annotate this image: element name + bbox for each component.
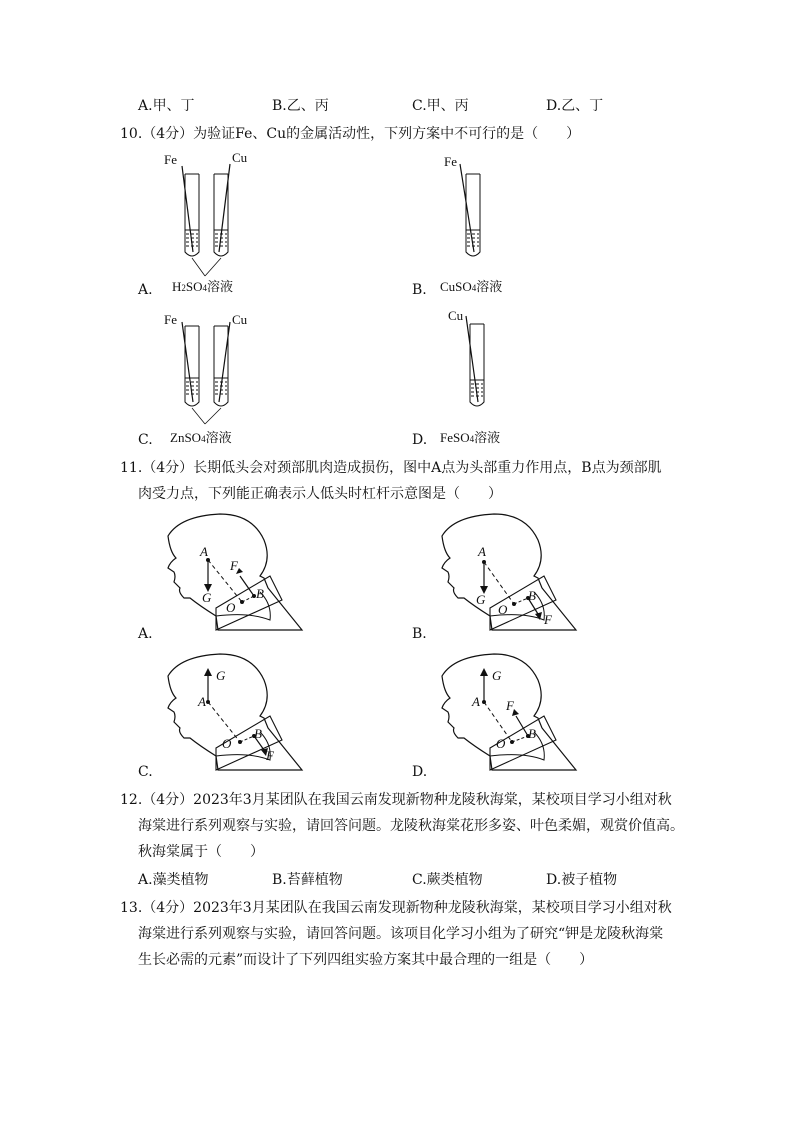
label-a: A xyxy=(478,544,486,559)
arrow-head xyxy=(204,668,212,676)
option-key: B. xyxy=(272,98,287,114)
label-b: B xyxy=(528,588,536,603)
metal-label-fe: Fe xyxy=(164,152,177,167)
label-a: A xyxy=(472,694,480,709)
option-key: A. xyxy=(138,98,153,114)
formula: FeSO xyxy=(440,430,470,445)
metal-strip-fe xyxy=(182,166,193,252)
formula-sub: 4 xyxy=(202,283,208,293)
option-text: 乙、丁 xyxy=(561,98,604,114)
q10-figure-b xyxy=(440,150,510,270)
option-key: D. xyxy=(546,872,562,888)
q12-stem-line1: 12.（4分）2023年3月某团队在我国云南发现新物种龙陵秋海棠，某校项目学习小组对秋 xyxy=(120,792,672,808)
formula-sub: 4 xyxy=(471,283,477,293)
q10-stem: 10.（4分）为验证Fe、Cu的金属活动性，下列方案中不可行的是（ ） xyxy=(120,126,581,142)
formula-sub: 2 xyxy=(181,283,186,293)
option-text: 乙、丙 xyxy=(286,98,329,114)
label-f: F xyxy=(266,748,274,763)
formula: SO xyxy=(185,279,203,294)
q13-stem-line2: 海棠进行系列观察与实验，请回答问题。该项目化学习小组为了研究“钾是龙陵秋海棠 xyxy=(138,926,664,942)
q12-stem-line2: 海棠进行系列观察与实验，请回答问题。龙陵秋海棠花形多姿、叶色柔媚，观赏价值高。 xyxy=(138,818,684,834)
option-key: D. xyxy=(546,98,562,114)
metal-label-cu: Cu xyxy=(232,312,248,327)
q13-stem-line1: 13.（4分）2023年3月某团队在我国云南发现新物种龙陵秋海棠，某校项目学习小组对秋 xyxy=(120,900,672,916)
label-g: G xyxy=(476,592,486,607)
q10-option-b-key: B. xyxy=(412,282,427,298)
label-a: A xyxy=(200,544,208,559)
option-text: 蕨类植物 xyxy=(426,872,483,888)
q11-option-b-key: B. xyxy=(412,626,427,642)
solution-word: 溶液 xyxy=(207,279,234,294)
q11-figure-c xyxy=(160,652,310,776)
label-g: G xyxy=(492,668,502,683)
label-o: O xyxy=(496,736,506,751)
label-b: B xyxy=(254,726,262,741)
solution-word: 溶液 xyxy=(476,279,503,294)
label-b: B xyxy=(528,726,536,741)
label-f: F xyxy=(506,698,514,713)
lever-arm-dashed xyxy=(512,736,528,742)
q11-figure-d xyxy=(434,652,584,776)
formula: ZnSO xyxy=(170,430,202,445)
q11-option-c-key: C. xyxy=(138,764,153,780)
formula: CuSO xyxy=(440,279,472,294)
lever-arm-dashed xyxy=(242,596,254,602)
solution-word: 溶液 xyxy=(205,430,232,445)
pointer-line xyxy=(205,258,221,276)
head-outline xyxy=(442,514,576,630)
formula-sub: 4 xyxy=(201,434,206,444)
q10-option-a-key: A. xyxy=(138,282,153,298)
q10-option-c-key: C. xyxy=(138,432,153,448)
pointer-line xyxy=(205,408,221,424)
option-key: B. xyxy=(272,872,287,888)
label-b: B xyxy=(256,586,264,601)
option-key: A. xyxy=(138,872,153,888)
q12-option-c xyxy=(412,870,483,890)
q13-stem-line3: 生长必需的元素”而设计了下列四组实验方案其中最合理的一组是（ ） xyxy=(138,952,594,968)
label-f: F xyxy=(544,612,552,627)
q12-option-d xyxy=(546,870,617,890)
q10-solution-d xyxy=(440,427,500,446)
q11-stem-line1: 11.（4分）长期低头会对颈部肌肉造成损伤，图中A点为头部重力作用点，B点为颈部肌 xyxy=(120,460,662,476)
q10-option-d-key: D. xyxy=(412,432,428,448)
q10-solution-a xyxy=(172,276,233,295)
metal-label-cu: Cu xyxy=(232,150,248,165)
lever-arm-dashed xyxy=(484,562,514,604)
option-key: C. xyxy=(412,98,427,114)
label-f: F xyxy=(230,558,238,573)
lever-arm-dashed xyxy=(514,598,528,604)
q12-stem-line3: 秋海棠属于（ ） xyxy=(138,844,264,860)
pointer-line xyxy=(192,408,205,424)
q11-option-a-key: A. xyxy=(138,626,153,642)
option-text: 藻类植物 xyxy=(152,872,209,888)
label-g: G xyxy=(216,668,226,683)
label-o: O xyxy=(498,602,508,617)
q11-option-d-key: D. xyxy=(412,764,428,780)
option-text: 被子植物 xyxy=(561,872,618,888)
formula: H xyxy=(172,279,182,294)
q11-figure-a xyxy=(160,512,310,636)
q12-option-b xyxy=(272,870,343,890)
q9-option-c xyxy=(412,96,469,116)
head-outline xyxy=(168,654,302,770)
option-text: 苔藓植物 xyxy=(286,872,343,888)
formula-sub: 4 xyxy=(469,434,475,444)
option-text: 甲、丁 xyxy=(152,98,195,114)
lever-arm-dashed xyxy=(240,736,254,742)
q10-solution-c xyxy=(170,427,232,446)
metal-label-fe: Fe xyxy=(164,312,177,327)
option-text: 甲、丙 xyxy=(426,98,469,114)
option-key: C. xyxy=(412,872,427,888)
metal-strip-fe xyxy=(460,164,474,252)
metal-strip-cu xyxy=(466,316,478,402)
metal-label-fe: Fe xyxy=(444,154,457,169)
metal-label-cu: Cu xyxy=(448,308,464,323)
q11-figure-b xyxy=(434,512,584,636)
pointer-line xyxy=(192,258,205,276)
label-o: O xyxy=(226,600,236,615)
arrow-head xyxy=(480,668,488,676)
q9-option-b xyxy=(272,96,329,116)
q9-option-a xyxy=(138,96,195,116)
q10-solution-b xyxy=(440,276,502,295)
label-g: G xyxy=(202,590,212,605)
label-a: A xyxy=(198,694,206,709)
q12-option-a xyxy=(138,870,209,890)
q9-option-d xyxy=(546,96,603,116)
solution-word: 溶液 xyxy=(474,430,501,445)
test-tube-right xyxy=(214,174,228,256)
q10-figure-d xyxy=(444,304,514,424)
q11-stem-line2: 肉受力点，下列能正确表示人低头时杠杆示意图是（ ） xyxy=(138,486,502,502)
label-o: O xyxy=(222,736,232,751)
